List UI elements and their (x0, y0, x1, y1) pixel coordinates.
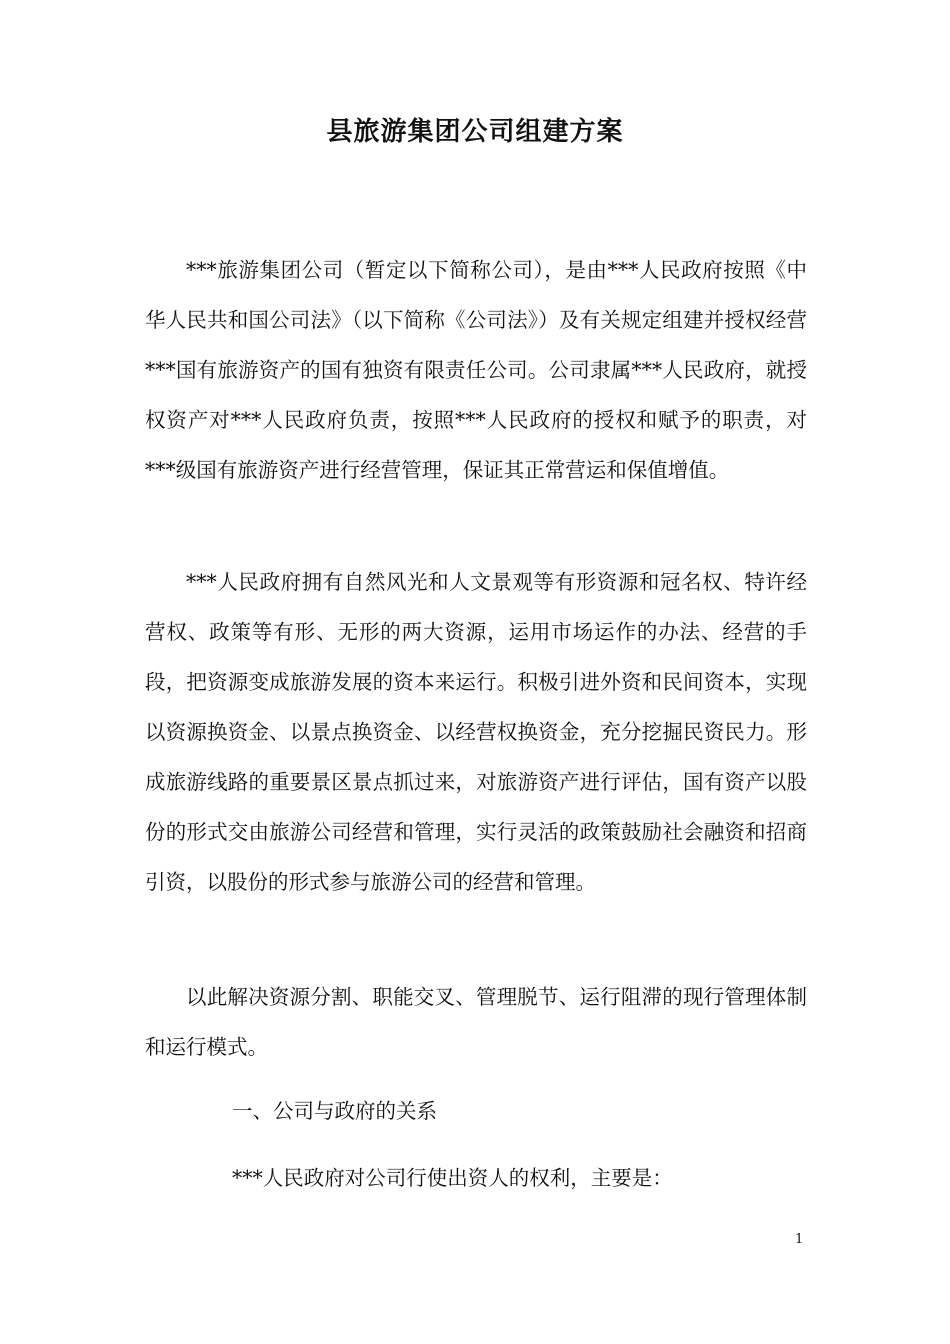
body-paragraph: 以此解决资源分割、职能交叉、管理脱节、运行阻滞的现行管理体制和运行模式。 (145, 985, 807, 1059)
section-heading: 一、公司与政府的关系 (232, 1099, 437, 1123)
page-number: 1 (795, 1232, 804, 1247)
body-paragraph: ***人民政府拥有自然风光和人文景观等有形资源和冠名权、特许经营权、政策等有形、无形的两大资源，运用市场运作的办法、经营的手段，把资源变成旅游发展的资本来运行。积极引进外资和民间资本，实现以资源换资金、以景点换资金、以经营权换资金，充分挖掘民资民力。形成旅游线路的重要景区景点抓过来，对旅游资产进行评估，国有资产以股份的形式交由旅游公司经营和管理，实行灵活的政策鼓励社会融资和招商引资，以股份的形式参与旅游公司的经营和管理。 (145, 570, 807, 894)
section-first-line: ***人民政府对公司行使出资人的权利，主要是： (232, 1166, 673, 1190)
document-title: 县旅游集团公司组建方案 (326, 117, 624, 147)
body-paragraph: ***旅游集团公司（暂定以下简称公司），是由***人民政府按照《中华人民共和国公司法》（以下简称《公司法》）及有关规定组建并授权经营***国有旅游资产的国有独资有限责任公司。公司隶属***人民政府，就授权资产对***人民政府负责，按照***人民政府的授权和赋予的职责，对***级国有旅游资产进行经营管理，保证其正常营运和保值增值。 (145, 258, 807, 482)
